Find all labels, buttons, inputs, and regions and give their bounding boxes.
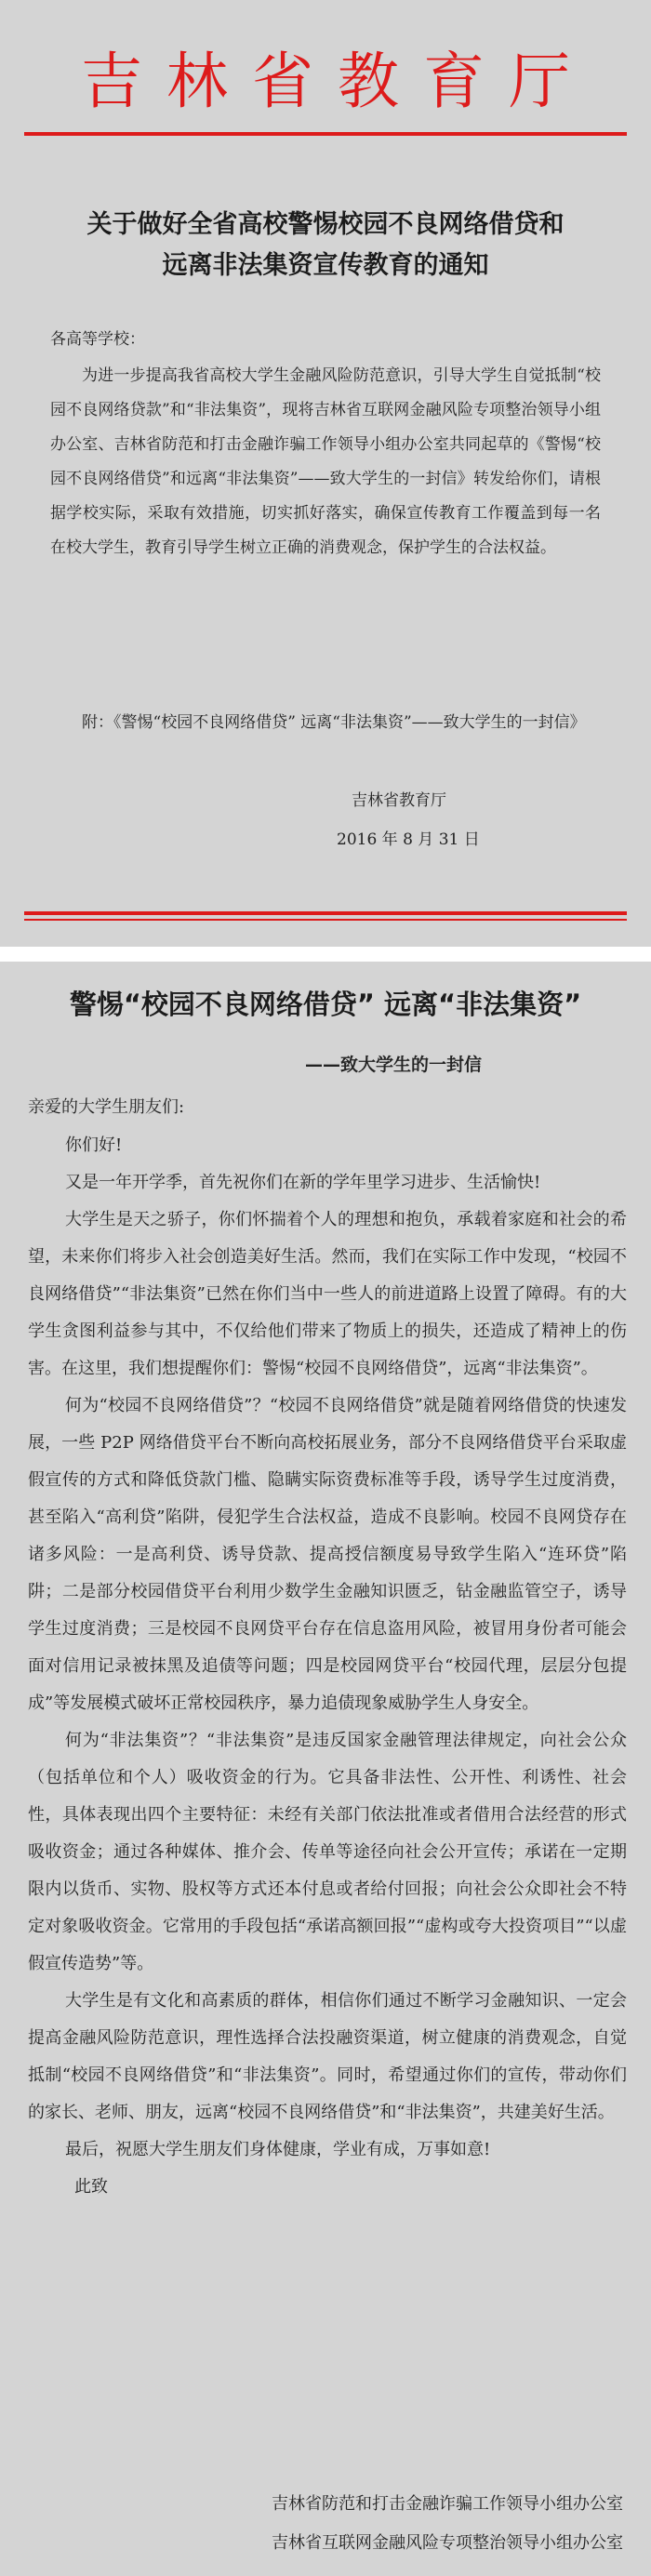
letter-closing: 此致: [74, 2177, 108, 2197]
addressee: 各高等学校：: [50, 330, 145, 349]
letter-greeting: 你们好!: [65, 1135, 123, 1155]
notice-title-line-2: 远离非法集资宣传教育的通知: [162, 251, 489, 280]
footer-red-line-bottom: [24, 919, 627, 921]
letter-title: 警惕“校园不良网络借贷” 远离“非法集资”: [69, 989, 582, 1020]
letter-paragraph: 何为“校园不良网络借贷”？“校园不良网络借贷”就是随着网络借贷的快速发展，一些 P2P 网络借贷平台不断向高校拓展业务，部分不良网络借贷平台采取虚假宣传的方式和降低贷款门槛、隐瞒实际资费标准等手段，诱导学生过度消费，甚至陷入“高利贷”陷阱，侵犯学生合法权益，造成不良影响。校园不良网贷存在诸多风险：一是高利贷、诱导贷款、提高授信额度易导致学生陷入“连环贷”陷阱；二是部分校园借贷平台利用少数学生金融知识匮乏，钻金融监管空子，诱导学生过度消费；三是校园不良网贷平台存在信息盗用风险，被冒用身份者可能会面对信用记录被抹黑及追债等问题；四是校园网贷平台“校园代理，层层分包提成”等发展模式破坏正常校园秩序，暴力追债现象威胁学生人身安全。: [28, 1396, 627, 1713]
letter-paragraph: 大学生是天之骄子，你们怀揣着个人的理想和抱负，承载着家庭和社会的希望，未来你们将步入社会创造美好生活。然而，我们在实际工作中发现，“校园不良网络借贷”“非法集资”已然在你们当中一些人的前进道路上设置了障碍。有的大学生贪图利益参与其中，不仅给他们带来了物质上的损失，还造成了精神上的伤害。在这里，我们想提醒你们：警惕“校园不良网络借贷”，远离“非法集资”。: [28, 1210, 627, 1378]
letter-signature-1: 吉林省防范和打击金融诈骗工作领导小组办公室: [272, 2494, 623, 2514]
letter-salutation: 亲爱的大学生朋友们:: [28, 1097, 185, 1117]
notice-title-line-1: 关于做好全省高校警惕校园不良网络借贷和: [86, 210, 565, 239]
letter-signature-2: 吉林省互联网金融风险专项整治领导小组办公室: [272, 2533, 623, 2553]
letter-paragraph: 又是一年开学季，首先祝你们在新的学年里学习进步、生活愉快!: [65, 1173, 541, 1192]
letter-paragraph: 何为“非法集资”？“非法集资”是违反国家金融管理法律规定，向社会公众（包括单位和个人）吸收资金的行为。它具备非法性、公开性、利诱性、社会性，具体表现出四个主要特征：未经有关部门依法批准或者借用合法经营的形式吸收资金；通过各种媒体、推介会、传单等途径向社会公开宣传；承诺在一定期限内以货币、实物、股权等方式还本付息或者给付回报；向社会公众即社会不特定对象吸收资金。它常用的手段包括“承诺高额回报”“虚构或夸大投资项目”“以虚假宣传造势”等。: [28, 1731, 627, 1973]
notice-document: [0, 0, 651, 947]
org-header: 吉林省教育厅: [81, 46, 594, 117]
letter-paragraph: 最后，祝愿大学生朋友们身体健康，学业有成，万事如意!: [65, 2140, 491, 2159]
attachment-note: 附：《警惕“校园不良网络借贷” 远离“非法集资”——致大学生的一封信》: [82, 713, 586, 732]
letter-subtitle: ——致大学生的一封信: [305, 1055, 483, 1075]
notice-title: [0, 205, 651, 286]
footer-red-line-top: [24, 911, 627, 915]
notice-signature: 吉林省教育厅: [352, 791, 446, 810]
notice-date: 2016 年 8 月 31 日: [337, 830, 480, 849]
header-red-line: [24, 132, 627, 136]
letter-paragraph: 大学生是有文化和高素质的群体，相信你们通过不断学习金融知识、一定会提高金融风险防范意识，理性选择合法投融资渠道，树立健康的消费观念，自觉抵制“校园不良网络借贷”和“非法集资”。同时，希望通过你们的宣传，带动你们的家长、老师、朋友，远离“校园不良网络借贷”和“非法集资”，共建美好生活。: [28, 1991, 627, 2122]
notice-body: 为进一步提高我省高校大学生金融风险防范意识，引导大学生自觉抵制“校园不良网络贷款”和“非法集资”，现将吉林省互联网金融风险专项整治领导小组办公室、吉林省防范和打击金融诈骗工作领导小组办公室共同起草的《警惕“校园不良网络借贷”和远离“非法集资”——致大学生的一封信》转发给你们，请根据学校实际，采取有效措施，切实抓好落实，确保宣传教育工作覆盖到每一名在校大学生，教育引导学生树立正确的消费观念，保护学生的合法权益。: [50, 366, 601, 557]
letter-body: [28, 1127, 627, 2206]
